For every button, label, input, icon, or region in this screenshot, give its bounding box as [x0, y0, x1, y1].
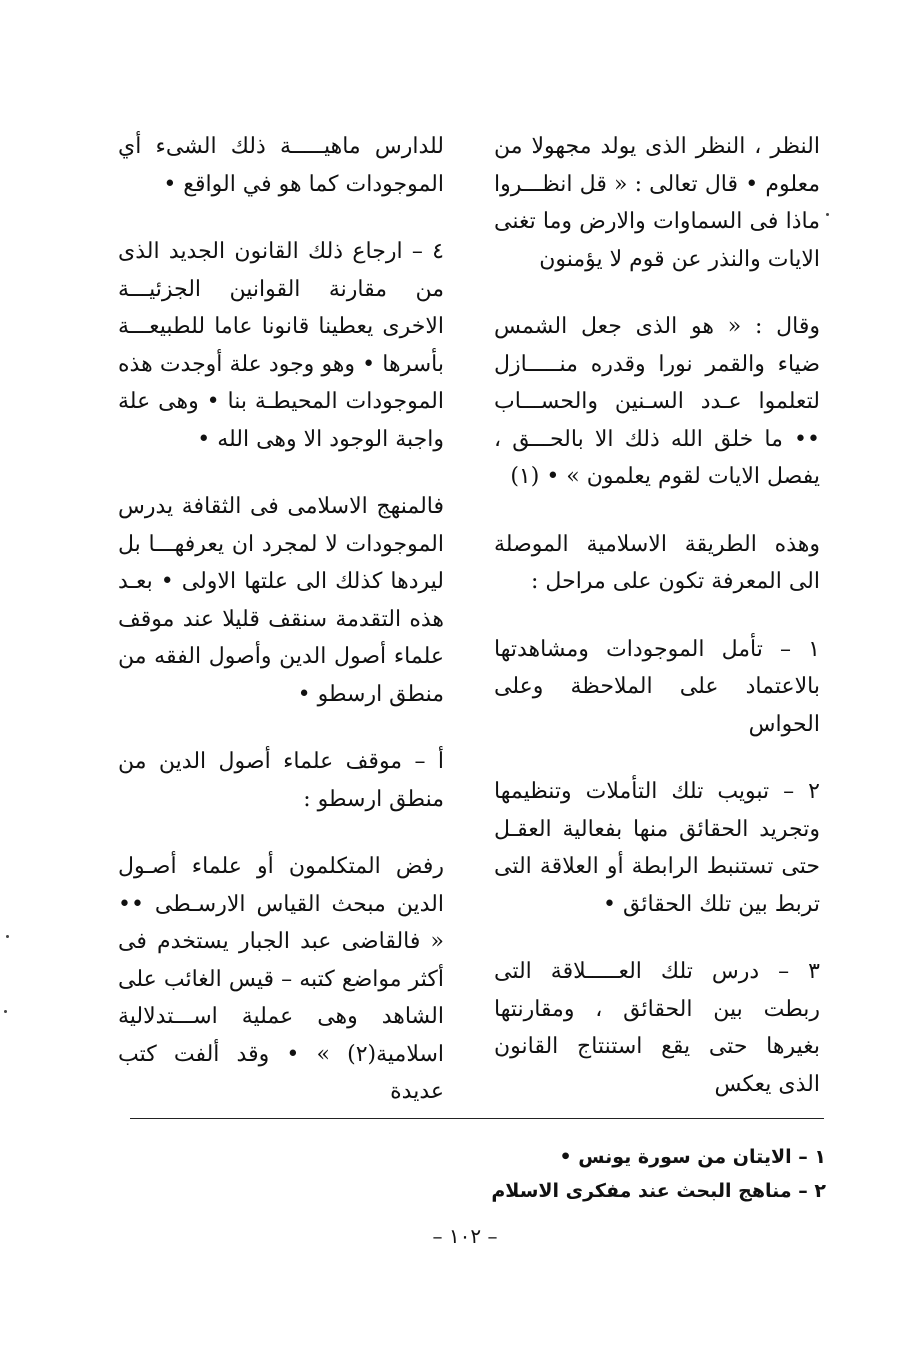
footnotes	[300, 1140, 826, 1208]
paragraph: رفض المتكلمون أو علماء أصـول الدين مبحث القياس الارسـطى •• « فالقاضى عبد الجبار يستخدم فى أكثر مواضع كتبه – قيس الغائب على الشاهد وهى عملية اســـتدلالية اسلامية(٢) » • وقد ألفت كتب عديدة	[118, 854, 444, 1104]
paragraph: النظر ، النظر الذى يولد مجهولا من معلوم • قال تعالى : « قل انظـــروا ماذا فى السماوات والارض وما تغنى الايات والنذر عن قوم لا يؤمنون	[494, 134, 820, 272]
paragraph: ٢ – تبويب تلك التأملات وتنظيمها وتجريد الحقائق منها بفعالية العقـل حتى تستنبط الرابطة أو العلاقة التى تربط بين تلك الحقائق •	[494, 779, 820, 917]
paragraph: فالمنهج الاسلامى فى الثقافة يدرس الموجودات لا لمجرد ان يعرفهـــا بل ليردها كذلك الى علتها الاولى • بعـد هذه التقدمة سنقف قليلا عند موقف علماء أصول الدين وأصول الفقه من منطق ارسطو •	[118, 494, 444, 707]
footnote-divider	[130, 1118, 824, 1119]
footnote-2: ٢ – مناهج البحث عند مفكرى الاسلام	[491, 1180, 826, 1202]
paragraph: ٣ – درس تلك العـــــلاقة التى ربطت بين الحقائق ، ومقارنتها بغيرها حتى يقع استنتاج القانون الذى يعكس	[494, 959, 820, 1097]
scan-speck	[826, 213, 829, 216]
right-text-column	[494, 128, 820, 1133]
paragraph: وقال : « هو الذى جعل الشمس ضياء والقمر نورا وقدره منـــــازل لتعلموا عـدد السـنين والحســـاب •• ما خلق الله ذلك الا بالحـــق ، يفصل الايات لقوم يعلمون » • (١)	[494, 314, 820, 489]
footnote-1: ١ – الايتان من سورة يونس •	[559, 1146, 826, 1168]
paragraph: وهذه الطريقة الاسلامية الموصلة الى المعرفة تكون على مراحل :	[494, 531, 820, 594]
page-number: – ١٠٢ –	[432, 1224, 498, 1248]
paragraph: للدارس ماهيـــــة ذلك الشىء أي الموجودات كما هو في الواقع •	[118, 134, 444, 197]
scan-speck	[4, 1010, 7, 1013]
paragraph: ٤ – ارجاع ذلك القانون الجديد الذى من مقارنة القوانين الجزئيـــة الاخرى يعطينا قانونا عاما للطبيعـــة بأسرها • وهو وجود علة أوجدت هذه الموجودات المحيطـة بنا • وهى علة واجبة الوجود الا وهى الله •	[118, 239, 444, 452]
paragraph: ١ – تأمل الموجودات ومشاهدتها بالاعتماد على الملاحظة وعلى الحواس	[494, 636, 820, 737]
paragraph: أ – موقف علماء أصول الدين من منطق ارسطو :	[118, 749, 444, 812]
left-text-column	[118, 128, 444, 1141]
scan-speck	[6, 935, 9, 938]
